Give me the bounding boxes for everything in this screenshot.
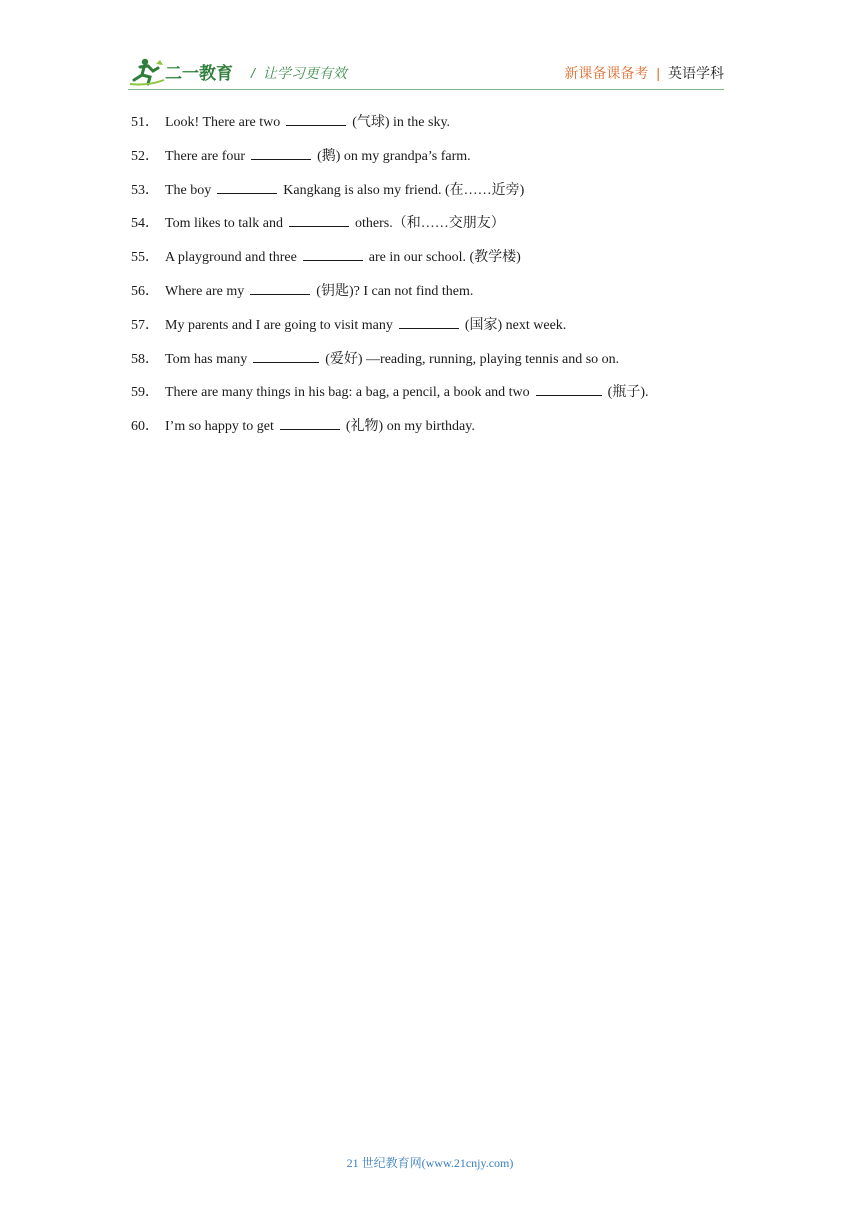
- answer-blank[interactable]: [286, 112, 346, 126]
- question-text-before: A playground and three: [165, 250, 297, 266]
- question-text-before: There are four: [165, 148, 246, 164]
- question-number: 54．: [131, 216, 159, 232]
- header-subject-label: 英语学科: [668, 65, 724, 81]
- question-number: 58．: [131, 351, 159, 367]
- question-number: 51．: [131, 115, 159, 130]
- question-text-after: (鹅) on my grandpa’s farm.: [317, 148, 471, 164]
- answer-blank[interactable]: [251, 146, 311, 160]
- question-text-before: There are many things in his bag: a bag, a pencil, a book and two: [165, 385, 530, 401]
- question-item: [131, 349, 751, 383]
- question-text-before: Tom likes to talk and: [165, 216, 284, 232]
- question-item: [131, 416, 751, 450]
- question-item: [131, 382, 751, 416]
- runner-logo-icon: [128, 56, 240, 86]
- slogan-slash: /: [251, 65, 255, 81]
- question-number: 53．: [131, 182, 159, 198]
- question-item: [131, 112, 751, 146]
- answer-blank[interactable]: [253, 349, 319, 363]
- page-footer: [0, 1154, 860, 1171]
- question-text-before: The boy: [165, 182, 212, 198]
- question-text-before: My parents and I are going to visit many: [165, 317, 393, 333]
- slogan-text: 让学习更有效: [262, 65, 347, 81]
- question-item: [131, 146, 751, 180]
- logo: [128, 56, 240, 86]
- question-text-after: (爱好) —reading, running, playing tennis and so on.: [325, 351, 620, 367]
- footer-text: 21 世纪教育网(www.21cnjy.com): [346, 1156, 514, 1170]
- header-course-label: 新课备课备考: [564, 65, 649, 81]
- question-item: [131, 315, 751, 349]
- question-item: [131, 281, 751, 315]
- question-number: 57．: [131, 317, 159, 333]
- question-number: 59．: [131, 385, 159, 401]
- logo-text: 二一教育: [165, 64, 233, 83]
- answer-blank[interactable]: [536, 382, 602, 396]
- answer-blank[interactable]: [250, 281, 310, 295]
- question-text-after: Kangkang is also my friend. (在……近旁): [283, 182, 525, 198]
- question-list: [131, 112, 751, 450]
- header-subject: [564, 63, 724, 83]
- answer-blank[interactable]: [303, 247, 363, 261]
- question-text-after: (国家) next week.: [464, 317, 567, 333]
- answer-blank[interactable]: [289, 213, 349, 227]
- question-number: 52．: [131, 148, 159, 164]
- question-item: [131, 247, 751, 281]
- question-text-before: Look! There are two: [165, 115, 281, 130]
- answer-blank[interactable]: [399, 315, 459, 329]
- answer-blank[interactable]: [217, 180, 277, 194]
- question-item: [131, 180, 751, 214]
- question-text-before: Tom has many: [165, 351, 248, 367]
- question-text-before: I’m so happy to get: [165, 419, 274, 435]
- question-number: 55．: [131, 250, 159, 266]
- header-divider: [128, 89, 724, 90]
- question-text-after: are in our school. (教学楼): [368, 250, 521, 266]
- question-text-after: (礼物) on my birthday.: [345, 419, 475, 435]
- header-separator: |: [656, 65, 660, 81]
- header-slogan: [251, 63, 347, 83]
- question-item: [131, 213, 751, 247]
- question-text-after: (瓶子).: [607, 385, 649, 401]
- question-number: 60．: [131, 419, 159, 435]
- page-header: [128, 54, 724, 90]
- question-number: 56．: [131, 283, 159, 299]
- question-text-before: Where are my: [165, 283, 245, 299]
- answer-blank[interactable]: [280, 416, 340, 430]
- question-text-after: others.（和……交朋友）: [355, 216, 505, 232]
- question-text-after: (钥匙)? I can not find them.: [316, 283, 474, 299]
- question-text-after: (气球) in the sky.: [352, 115, 451, 130]
